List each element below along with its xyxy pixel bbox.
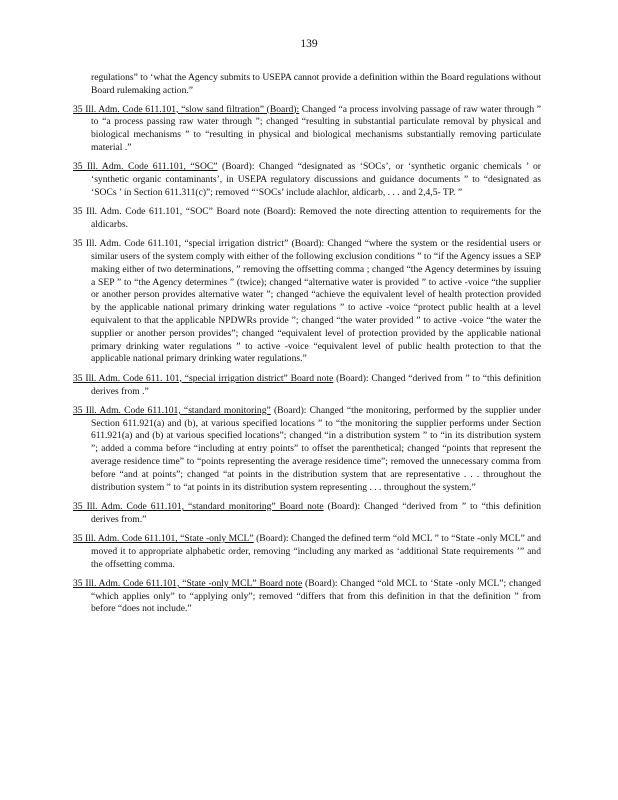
entry-text: (Board): Changed the defined term “old MCL ” to “State -only MCL” and moved it to appropriate alphabetic order, removing “including any marked as ‘additional State requirements ’” and the offsetting comma. (91, 533, 541, 570)
entry-standard-monitoring-board-note (73, 501, 541, 527)
entry-text: (Board): Changed “derived from ” to “this definition derives from .” (91, 372, 541, 397)
entry-standard-monitoring (73, 405, 541, 495)
entry-text: (Board): Changed “derived from ” to “this definition derives from.” (91, 500, 541, 525)
entry-text: 35 Ill. Adm. Code 611.101, “special irrigation district” (Board): Changed “where the system or the residential users or similar users of the system comply with either of the following exclusion conditions ” to “if the Agency issues a SEP making either of two determinations, ” removing the offsetting comma ; changed “the Agency determines by issuing a SEP ” to “the Agency determines ” (twice); changed “alternative water is provided ” to active -voice “the supplier or another person provides alternative water ”; changed “achieve the equivalent level of health protection provided by the applicable national primary drinking water regulations ” to active -voice “protect public health at a level equivalent to that the applicable NPDWRs provide ”; changed “the water provided ” to active -voice “the water the supplier or another person provides”; changed “equivalent level of protection provided by the applicable national primary drinking water regulations ” to active -voice “equivalent level of public health protection to that the applicable national primary drinking water regulations.” (73, 238, 541, 365)
entry-citation: 35 Ill. Adm. Code 611. 101, “special irrigation district” Board note (73, 372, 334, 384)
entry-text: Changed “a process involving passage of raw water through ” to “a process passing raw water through ”; changed “resulting in substantial particulate removal by physical and biological mechanisms ” to “resulting in physical and biological mechanisms substantially removing particulate material .” (91, 103, 541, 153)
entry-state-only-mcl (73, 533, 541, 571)
entry-text: (Board): Changed “the monitoring, performed by the supplier under Section 611.921(a) and (b), at various specified locations ” to “the monitoring the supplier performs under Section 611.921(a) and (b) at various specified locations”; changed “in a distribution system ” to “in its distribution system ”; added a comma before “including at entry points” to offset the parenthetical; changed “points that represent the average residence time” to “points representing the average residence time”; removed the unnecessary comma from before “and at points”; changed “at points in the distribution system that are representative . . . throughout the distribution system ” to “at points in its distribution system representing . . . throughout the system.” (91, 404, 541, 493)
entry-text: 35 Ill. Adm. Code 611.101, “SOC” Board note (Board): Removed the note directing attention to requirements for the aldicarbs. (73, 206, 541, 230)
entry-slow-sand-filtration (73, 104, 541, 155)
entry-citation: 35 Ill. Adm. Code 611.101, “SOC” (73, 161, 218, 173)
entry-soc (73, 161, 541, 199)
entry-citation: 35 Ill. Adm. Code 611.101, “State -only MCL” Board note (73, 577, 303, 589)
entry-citation: 35 Ill. Adm. Code 611.101, “slow sand filtration” (Board): (73, 103, 300, 115)
entry-text: (Board): Changed “old MCL to ‘State -only MCL”; changed “which applies only” to “applying only”; removed “differs that from this definition in that the definition ” from before “does not include.” (91, 577, 541, 615)
entry-special-irrigation-district-board-note (73, 373, 541, 399)
continuation-paragraph: regulations” to ‘what the Agency submits to USEPA cannot provide a definition within the Board regulations without Board rulemaking action.” (91, 72, 541, 96)
document-body (73, 72, 541, 623)
entry-special-irrigation-district (73, 238, 541, 366)
entry-state-only-mcl-board-note (73, 578, 541, 616)
entry-soc-board-note (73, 206, 541, 232)
page-number: 139 (300, 38, 318, 50)
entry-text: (Board): Changed “designated as ‘SOCs’, or ‘synthetic organic chemicals ’ or ‘synthetic organic contaminants’, in USEPA regulatory discussions and guidance documents ” to “designated as ‘SOCs ’ in Section 611.311(c)”; removed “‘SOCs’ include alachlor, aldicarb, . . . and 2,4,5- TP. ” (91, 161, 541, 198)
entry-citation: 35 Ill. Adm. Code 611.101, “standard monitoring” Board note (73, 500, 324, 512)
entry-citation: 35 Ill. Adm. Code 611.101, “standard monitoring” (73, 404, 271, 416)
entry-citation: 35 Ill. Adm. Code 611.101, “State -only MCL” (73, 533, 254, 544)
